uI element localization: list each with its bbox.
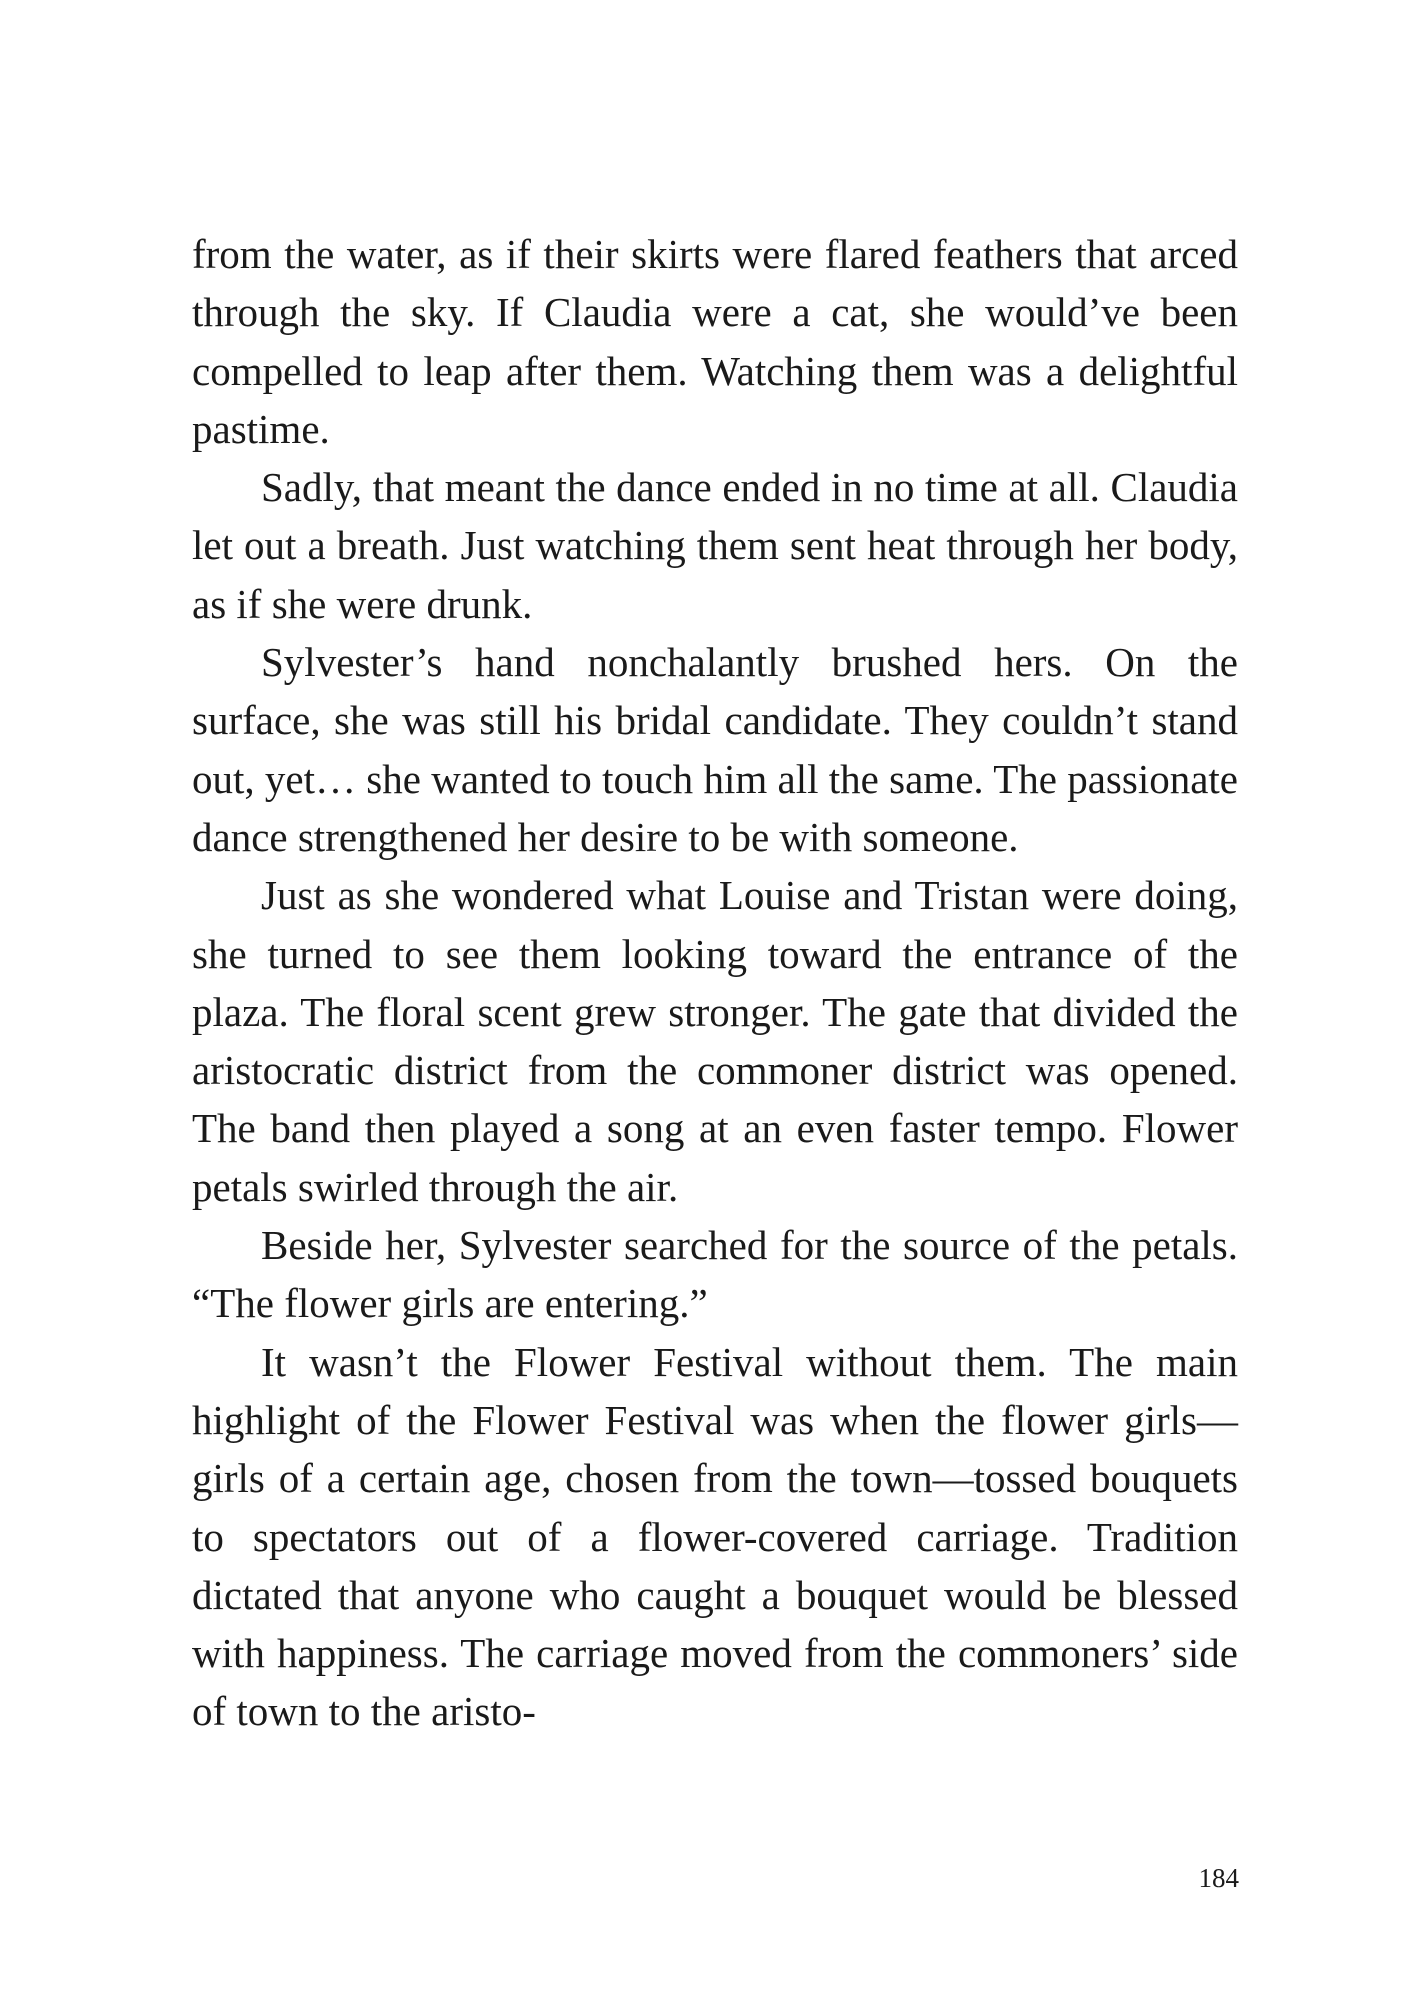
paragraph: Sylvester’s hand nonchalantly brushed hers. On the surface, she was still his bridal candidate. They couldn’t stand out, yet… she wanted to touch him all the same. The passionate dance strengthened her desire to be with someone. bbox=[192, 639, 1238, 860]
paragraph-continued: from the water, as if their skirts were flared feathers that arced through the sky. If Claudia were a cat, she would’ve been compelled to leap after them. Watching them was a delightful pastime. bbox=[192, 231, 1238, 452]
body-text bbox=[192, 225, 1238, 1741]
paragraph: It wasn’t the Flower Festival without them. The main highlight of the Flower Festival was when the flower girls—girls of a certain age, chosen from the town—tossed bouquets to spectators out of a flower-covered carriage. Tradition dictated that anyone who caught a bouquet would be blessed with happiness. The carriage moved from the commoners’ side of town to the aristo- bbox=[192, 1338, 1238, 1735]
paragraph: Sadly, that meant the dance ended in no time at all. Claudia let out a breath. Just watching them sent heat through her body, as if she were drunk. bbox=[192, 464, 1238, 627]
paragraph: Beside her, Sylvester searched for the source of the petals. “The flower girls are entering.” bbox=[192, 1222, 1238, 1327]
paragraph: Just as she wondered what Louise and Tristan were doing, she turned to see them looking toward the entrance of the plaza. The floral scent grew stronger. The gate that divided the aristocratic district from the commoner district was opened. The band then played a song at an even faster tempo. Flower petals swirled through the air. bbox=[192, 872, 1238, 1210]
page-number: 184 bbox=[1198, 1863, 1239, 1893]
